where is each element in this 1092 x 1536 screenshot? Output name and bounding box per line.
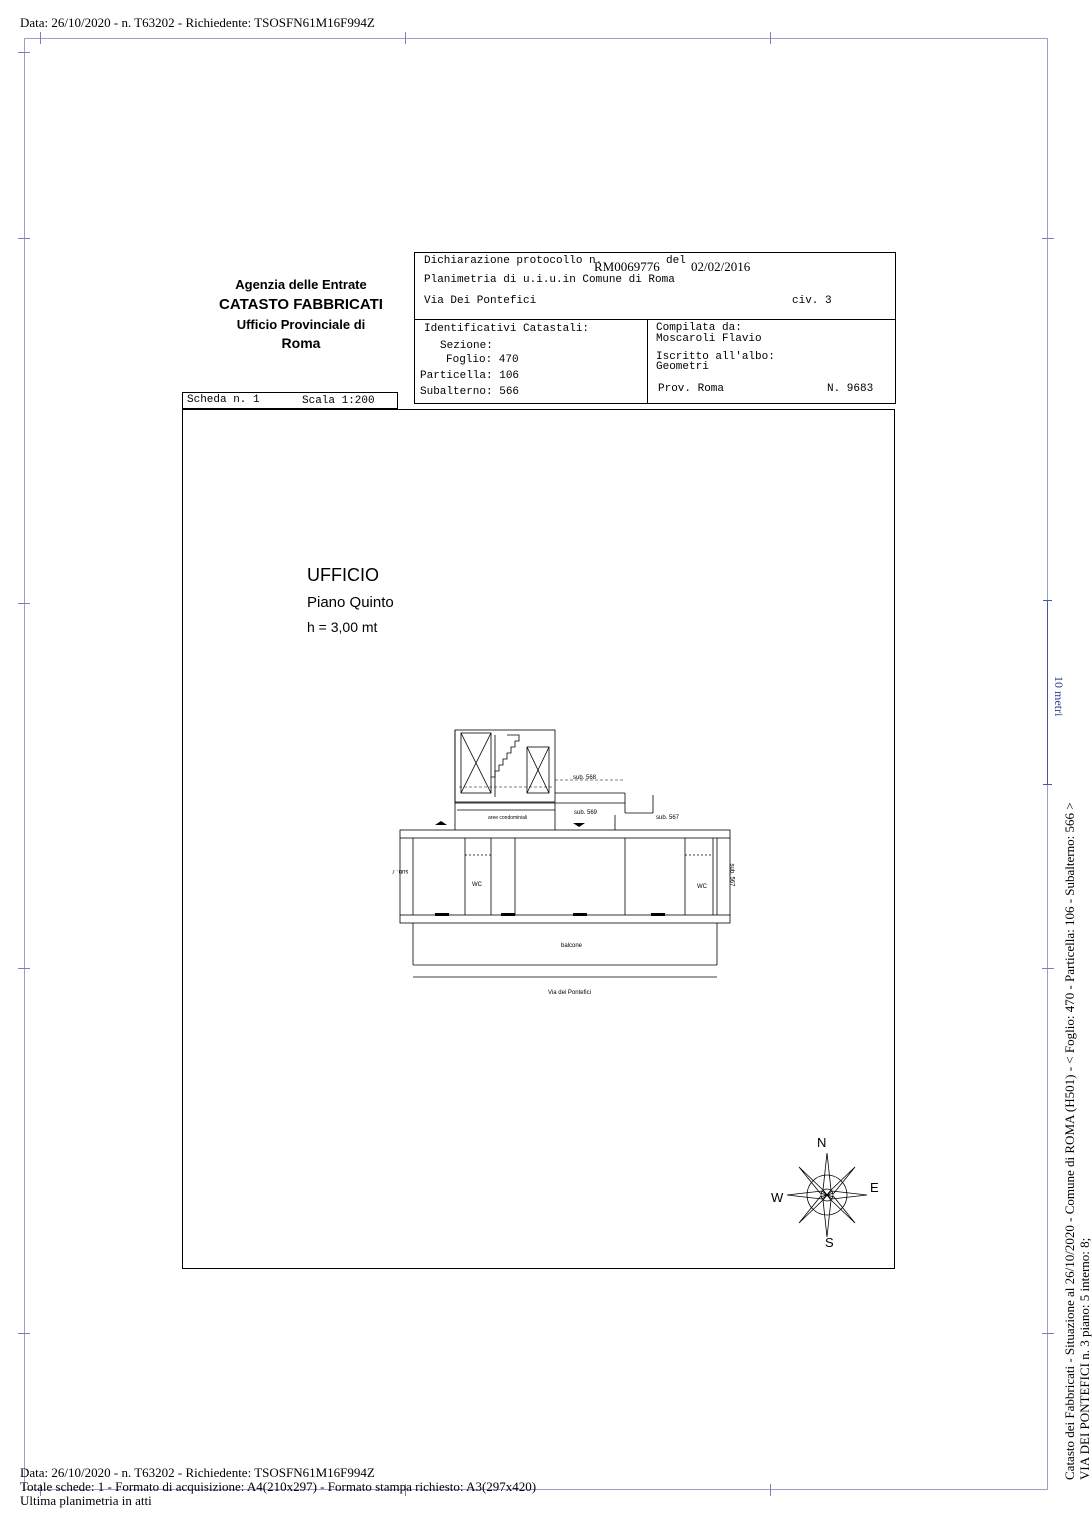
albo: Geometri <box>656 361 709 373</box>
plan-height: h = 3,00 mt <box>307 619 378 635</box>
scale-bar-end <box>1043 784 1052 785</box>
frame-tick <box>1042 968 1054 969</box>
label-wc-right: WC <box>697 884 707 890</box>
label-sub569: sub. 569 <box>574 810 598 816</box>
subalterno: Subalterno: 566 <box>420 386 520 398</box>
identifiers-title: Identificativi Catastali: <box>424 323 590 335</box>
label-balcone: balcone <box>561 943 583 949</box>
frame-tick <box>1042 238 1054 239</box>
frame-tick <box>40 32 41 44</box>
header-text: Data: 26/10/2020 - n. T63202 - Richiedente: TSOSFN61M16F994Z <box>20 15 375 30</box>
planimetria-text: Planimetria di u.i.u.in Comune di Roma <box>424 274 675 286</box>
albo-label: Iscritto all'albo: <box>656 351 775 363</box>
label-sub567: sub. 567 <box>656 815 680 821</box>
frame-tick <box>18 968 30 969</box>
address: Via Dei Pontefici <box>424 295 537 307</box>
plan-floor: Piano Quinto <box>307 594 394 611</box>
plan-title: UFFICIO <box>307 565 379 585</box>
frame-tick <box>770 32 771 44</box>
compass-n: N <box>817 1135 827 1150</box>
label-street: Via dei Pontefici <box>548 990 591 996</box>
frame-tick <box>18 52 30 53</box>
divider <box>647 319 648 404</box>
frame-tick <box>18 238 30 239</box>
sezione: Sezione: <box>440 340 493 352</box>
side-text-line2: VIA DEI PONTEFICI n. 3 piano: 5 interno: 8; <box>1077 1237 1092 1480</box>
frame-tick <box>18 603 30 604</box>
foglio: Foglio: 470 <box>446 354 519 366</box>
compass-s: S <box>825 1235 834 1250</box>
scale-bar-end <box>1043 600 1052 601</box>
scale-bar <box>1047 600 1048 785</box>
divider <box>414 319 896 320</box>
scheda-scale: Scala 1:200 <box>302 395 375 407</box>
declaration-date: 02/02/2016 <box>691 259 751 274</box>
particella: Particella: 106 <box>420 370 520 382</box>
protocol-number: RM0069776 <box>594 259 660 274</box>
agency-dept: CATASTO FABBRICATI <box>219 296 383 313</box>
province: Prov. Roma <box>658 383 725 395</box>
frame-tick <box>1042 1333 1054 1334</box>
compiler-label: Compilata da: <box>656 322 742 334</box>
side-text <box>1062 802 1092 1480</box>
frame-tick <box>770 1484 771 1496</box>
compass-rose-icon <box>785 1150 870 1240</box>
agency-office: Ufficio Provinciale di <box>236 317 366 332</box>
frame-tick <box>405 32 406 44</box>
frame-tick <box>18 1333 30 1334</box>
label-condominiale: aree condominiali <box>488 815 528 821</box>
label-sub568: sub. 568 <box>573 775 597 781</box>
footer-line3: Ultima planimetria in atti <box>20 1493 152 1508</box>
scheda-number: Scheda n. 1 <box>187 394 260 406</box>
scale-bar-label: 10 metri <box>1052 676 1066 717</box>
compass-w: W <box>771 1190 784 1205</box>
label-wc-left: WC <box>472 882 482 888</box>
label-right-sub: sub. 567 <box>728 863 735 887</box>
agency-city: Roma <box>281 335 321 351</box>
declaration-label: Dichiarazione protocollo n. <box>424 255 603 267</box>
footer-line2: Totale schede: 1 - Formato di acquisizione: A4(210x297) - Formato stampa richiesto: A3(297x420) <box>20 1479 537 1494</box>
compass-e: E <box>870 1180 879 1195</box>
footer-line1: Data: 26/10/2020 - n. T63202 - Richiedente: TSOSFN61M16F994Z <box>20 1465 375 1480</box>
compiler-name: Moscaroli Flavio <box>656 333 762 345</box>
registration-number: N. 9683 <box>827 383 874 395</box>
label-left-sub: sub. 7 <box>392 868 409 874</box>
side-text-line1: Catasto dei Fabbricati - Situazione al 26/10/2020 - Comune di ROMA (H501) - < Foglio: 470 - Particella: 106 - Subalterno: 566 > <box>1062 802 1077 1480</box>
agency-name: Agenzia delle Entrate <box>235 277 367 292</box>
del-label: del <box>666 255 686 267</box>
civic-number: civ. 3 <box>792 295 832 307</box>
